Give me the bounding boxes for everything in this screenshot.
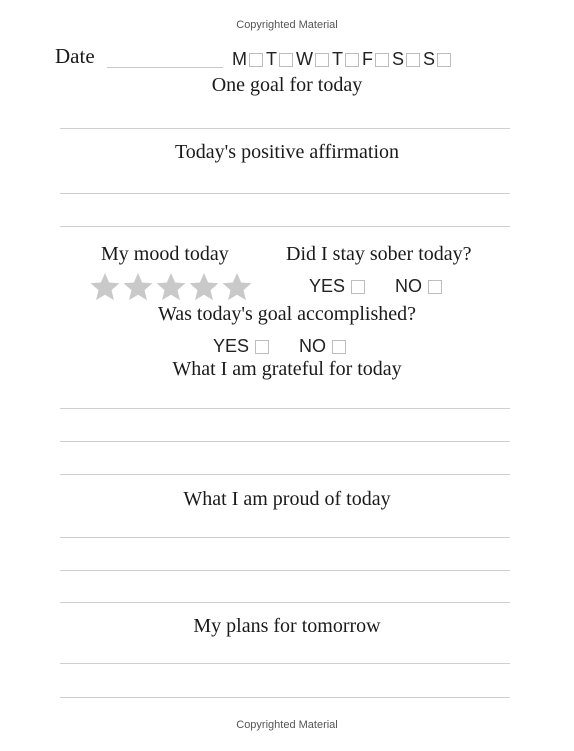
weekday-wednesday[interactable] bbox=[296, 49, 329, 70]
weekday-letter: F bbox=[362, 49, 373, 69]
goal-heading: One goal for today bbox=[211, 74, 363, 96]
sober-heading: Did I stay sober today? bbox=[286, 243, 472, 265]
goal-accomplished-choice-row bbox=[213, 336, 346, 357]
weekday-monday[interactable] bbox=[232, 49, 263, 70]
weekday-letter: T bbox=[332, 49, 343, 69]
plans-writing-line[interactable] bbox=[60, 663, 510, 664]
copyright-header: Copyrighted Material bbox=[236, 19, 338, 31]
plans-heading: My plans for tomorrow bbox=[193, 615, 381, 637]
weekday-saturday[interactable] bbox=[392, 49, 420, 70]
weekday-letter: S bbox=[392, 49, 405, 69]
weekday-checkbox[interactable] bbox=[315, 53, 329, 67]
copyright-footer: Copyrighted Material bbox=[236, 719, 338, 731]
star-icon[interactable] bbox=[187, 271, 221, 303]
grateful-writing-line[interactable] bbox=[60, 408, 510, 409]
mood-heading: My mood today bbox=[101, 243, 229, 265]
weekday-letter: T bbox=[266, 49, 277, 69]
weekday-checkbox[interactable] bbox=[345, 53, 359, 67]
sober-yes-label: YES bbox=[309, 276, 346, 296]
sober-no-checkbox[interactable] bbox=[428, 280, 442, 294]
weekday-tuesday[interactable] bbox=[266, 49, 293, 70]
affirmation-writing-line[interactable] bbox=[60, 226, 510, 227]
sober-choice-row bbox=[309, 276, 442, 297]
weekday-checkbox[interactable] bbox=[437, 53, 451, 67]
goal-no-checkbox[interactable] bbox=[332, 340, 346, 354]
weekday-sunday[interactable] bbox=[423, 49, 451, 70]
grateful-writing-line[interactable] bbox=[60, 441, 510, 442]
date-label: Date bbox=[55, 44, 95, 68]
weekday-letter: W bbox=[296, 49, 313, 69]
sober-yes-checkbox[interactable] bbox=[351, 280, 365, 294]
affirmation-heading: Today's positive affirmation bbox=[174, 141, 399, 163]
sober-no-label: NO bbox=[395, 276, 423, 296]
star-icon[interactable] bbox=[154, 271, 188, 303]
weekday-letter: S bbox=[423, 49, 436, 69]
weekday-checkbox[interactable] bbox=[249, 53, 263, 67]
weekday-selector bbox=[232, 49, 454, 70]
proud-writing-line[interactable] bbox=[60, 570, 510, 571]
star-icon[interactable] bbox=[220, 271, 254, 303]
proud-writing-line[interactable] bbox=[60, 602, 510, 603]
proud-writing-line[interactable] bbox=[60, 537, 510, 538]
grateful-writing-line[interactable] bbox=[60, 474, 510, 475]
goal-no-label: NO bbox=[299, 336, 327, 356]
proud-heading: What I am proud of today bbox=[183, 488, 391, 510]
date-input-line[interactable] bbox=[107, 67, 223, 68]
plans-writing-line[interactable] bbox=[60, 697, 510, 698]
goal-yes-checkbox[interactable] bbox=[255, 340, 269, 354]
weekday-thursday[interactable] bbox=[332, 49, 359, 70]
goal-accomplished-heading: Was today's goal accomplished? bbox=[157, 303, 417, 325]
goal-writing-line[interactable] bbox=[60, 128, 510, 129]
affirmation-writing-line[interactable] bbox=[60, 193, 510, 194]
weekday-friday[interactable] bbox=[362, 49, 389, 70]
goal-yes-label: YES bbox=[213, 336, 250, 356]
star-icon[interactable] bbox=[121, 271, 155, 303]
weekday-letter: M bbox=[232, 49, 247, 69]
mood-star-rating bbox=[88, 271, 253, 303]
star-icon[interactable] bbox=[88, 271, 122, 303]
grateful-heading: What I am grateful for today bbox=[172, 358, 402, 380]
weekday-checkbox[interactable] bbox=[406, 53, 420, 67]
weekday-checkbox[interactable] bbox=[279, 53, 293, 67]
weekday-checkbox[interactable] bbox=[375, 53, 389, 67]
